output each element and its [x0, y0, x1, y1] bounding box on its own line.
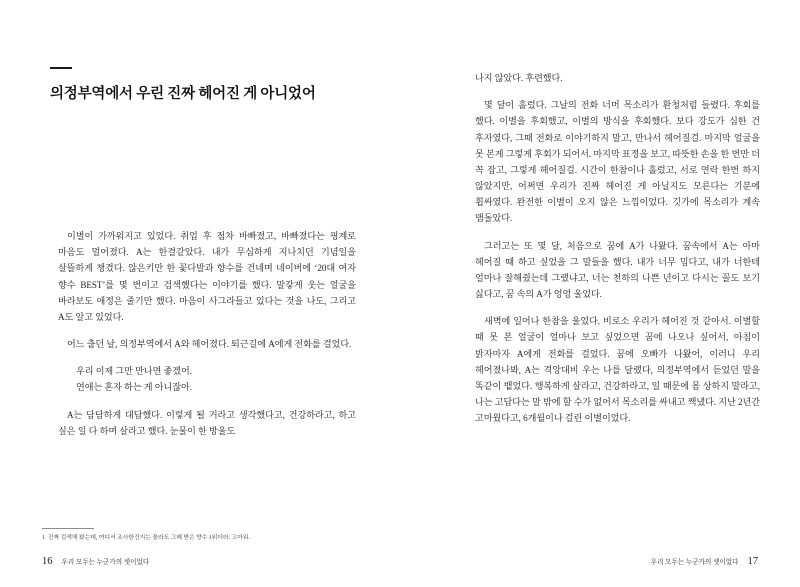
right-page — [400, 0, 800, 587]
paragraph: 어느 춥던 날, 의정부역에서 A와 헤어졌다. 퇴근길에 A에게 전화를 걸었다. — [67, 339, 352, 350]
folio-left — [42, 556, 149, 567]
page-number: 17 — [747, 556, 758, 567]
running-head: 우리 모두는 누군가의 셋이었다 — [650, 559, 739, 566]
chapter-title: 의정부역에서 우린 진짜 헤어진 게 아니었어 — [50, 85, 316, 102]
footnote-body: 진짜 검색해 봤는데, 여디서 조사한건지는 몰라도 그때 받은 향수 1위더라. 고마워. — [47, 535, 250, 542]
title-rule — [50, 67, 72, 69]
paragraph: 새벽에 일어나 한참을 울었다. 비로소 우리가 헤어진 것 같아서. 이별할 때 못 본 얼굴이 얼마나 보고 싶었으면 꿈에 나오나 싶어서, 아침이 밝자마자 A에게 전화를 걸었다. 꿈에 오빠가 나왔어, 이러니 우리 헤어졌나봐, A는 격앙대비 우는 나를 달랬다, 의정부역에서 듣었던 말을 똑같이 뱉었다. 행복하게 살라고, 건강하라고, 일 때문에 몸 상하지 말라고, 나는 고답다는 말 밖에 할 수가 없어서 목소리를 싸내고 짹냈다. 지난 2년간 고마웠다고, 6개월이나 걸린 이별이었다. — [475, 316, 760, 424]
paragraph: 이별이 가까워지고 있었다. 취업 후 점차 바빠졌고, 바빠졌다는 핑계로 마음도 멀어졌다. A는 한결같았다. 내가 무심하게 지나치던 기념일을 살뜰하게 챙겼다. 않은키만 한 꽃다발과 향수를 건네며 네이버에 ‘20대 여자 향수 BEST’를 몇 번이고 검색했다는 이야기를 했다. 말갛게 웃는 얼굴을 바라보도 애정은 줄기만 했다. 마음이 사그라들고 있다는 것을 나도, 그리고 A도 알고 있었다. — [58, 231, 356, 322]
footnote-text — [42, 534, 360, 543]
dialogue-line: 연애는 혼자 하는 게 아니잖아. — [76, 382, 192, 393]
left-page-body — [58, 228, 356, 450]
footnote — [42, 528, 360, 543]
dialogue-line: 우리 이제 그만 만나면 좋겠어. — [76, 366, 192, 377]
paragraph: 몇 달이 흘렀다. 그날의 전화 너머 목소리가 환청처럼 들렸다. 후회를 했다. 이별을 후회했고, 이별의 방식을 후회했다. 보다 강도가 심한 건 후자였다, 그때 전화로 이야기하지 말고, 만나서 헤어질걸. 마지막 얼굴을 못 본게 그렇게 후회가 되어서. 마지막 표정을 보고, 따뜻한 손을 한 번만 더 꼭 잡고, 그렇게 헤어질걸. 시간이 한참이나 흘렀고, 서로 연락 한번 하지 않았지만, 어쩌면 우리가 진짜 헤어진 게 아닐지도 모른다는 기분에 휩싸였다. 완전한 이별이 오지 않은 느낌이었다. 깃가에 목소리가 계속 맴돌았다. — [475, 100, 760, 224]
folio-right — [651, 556, 758, 567]
footnote-number: 1 — [42, 535, 45, 542]
page-gutter — [399, 0, 400, 587]
paragraph: 나지 않았다. 후련했다. — [475, 73, 563, 83]
footnote-rule — [42, 528, 94, 529]
right-page-body — [475, 70, 760, 437]
page-number: 16 — [42, 556, 53, 567]
running-head: 우리 모두는 누군가의 셋이었다 — [61, 559, 150, 566]
paragraph: 그러고는 또 몇 달, 처음으로 꿈에 A가 나왔다. 꿈속에서 A는 아마 헤어질 때 하고 싶었을 그 말들을 했다. 내가 너무 밉다고, 내가 너한테 얼마나 잘해줬는데 그랬냐고, 너는 천하의 나쁜 년이고 다시는 꼴도 보기 싫다고, 꿈 속의 A가 엉엉 울었다. — [475, 240, 760, 300]
paragraph: A는 담담하게 대답했다. 이렇게 될 거라고 생각했다고, 건강하라고, 하고 싶은 일 다 하며 살라고 했다. 눈물이 한 방울도 — [58, 409, 356, 436]
